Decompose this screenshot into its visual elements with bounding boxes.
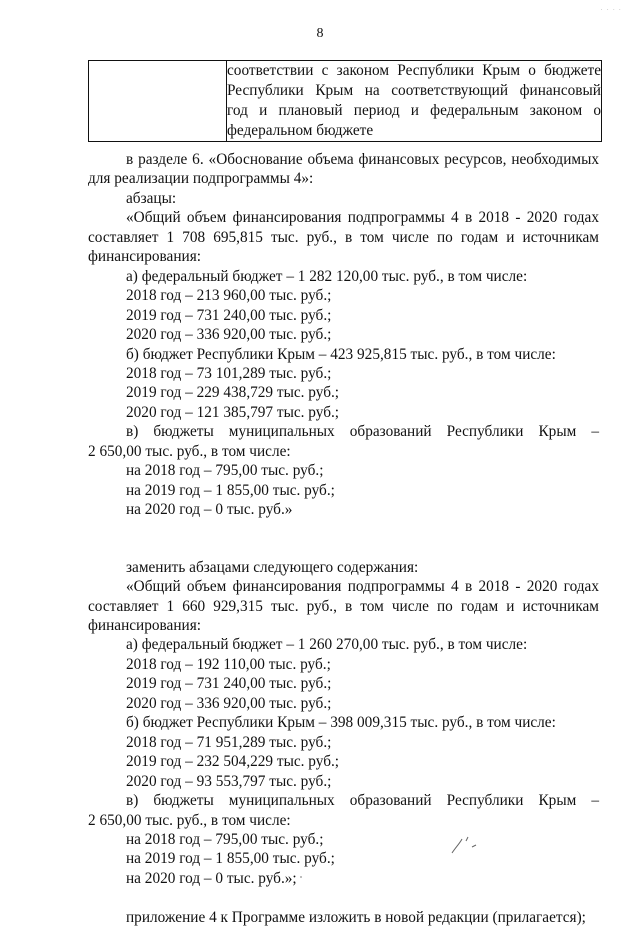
new-regional-year: 2020 год – 93 553,797 тыс. руб.; <box>126 772 332 790</box>
new-regional-year: 2018 год – 71 951,289 тыс. руб.; <box>126 733 332 751</box>
continuation-table <box>88 60 602 142</box>
replace-label: заменить абзацами следующего содержания: <box>126 558 419 576</box>
new-municipal-year: на 2019 год – 1 855,00 тыс. руб.; <box>126 850 335 868</box>
old-federal-year: 2020 год – 336 920,00 тыс. руб.; <box>126 326 332 344</box>
old-regional-year: 2018 год – 73 101,289 тыс. руб.; <box>126 364 332 382</box>
new-regional-year: 2019 год – 232 504,229 тыс. руб.; <box>126 753 340 771</box>
new-federal-year: 2018 год – 192 110,00 тыс. руб.; <box>126 655 331 673</box>
old-total-line: финансирования: <box>88 248 202 266</box>
scan-dot <box>300 876 302 878</box>
new-municipal-budget-cont: 2 650,00 тыс. руб., в том числе: <box>88 811 291 829</box>
new-federal-year: 2019 год – 731 240,00 тыс. руб.; <box>126 675 332 693</box>
table-line: Республики Крым на соответствующий финансовый <box>227 82 601 99</box>
old-federal-budget: а) федеральный бюджет – 1 282 120,00 тыс. руб., в том числе: <box>126 267 528 285</box>
old-municipal-year: на 2019 год – 1 855,00 тыс. руб.; <box>126 481 335 499</box>
table-line: соответствии с законом Республики Крым о бюджете <box>227 62 601 79</box>
new-total-line: составляет 1 660 929,315 тыс. руб., в том числе по годам и источникам <box>88 597 599 615</box>
new-regional-budget: б) бюджет Республики Крым – 398 009,315 тыс. руб., в том числе: <box>126 714 556 732</box>
old-federal-year: 2019 год – 731 240,00 тыс. руб.; <box>126 306 332 324</box>
corner-scan-mark: · · · · <box>600 6 622 14</box>
document-body <box>88 150 599 928</box>
old-total-line: составляет 1 708 695,815 тыс. руб., в том числе по годам и источникам <box>88 228 599 246</box>
appendix-instruction: приложение 4 к Программе изложить в новой редакции (прилагается); <box>126 909 586 927</box>
section-intro-cont: для реализации подпрограммы 4»: <box>88 170 314 188</box>
new-total-line: финансирования: <box>88 616 202 634</box>
paragraphs-label: абзацы: <box>126 189 177 207</box>
new-federal-budget: а) федеральный бюджет – 1 260 270,00 тыс. руб., в том числе: <box>126 636 528 654</box>
old-municipal-year: на 2020 год – 0 тыс. руб.» <box>126 501 293 519</box>
page-number: 8 <box>316 26 324 41</box>
table-line: федеральном бюджете <box>227 122 374 139</box>
new-federal-year: 2020 год – 336 920,00 тыс. руб.; <box>126 694 332 712</box>
table-empty-cell <box>89 61 227 142</box>
signature-mark-icon <box>448 833 484 857</box>
new-total-line: «Общий объем финансирования подпрограммы 4 в 2018 - 2020 годах <box>126 578 599 596</box>
old-regional-budget: б) бюджет Республики Крым – 423 925,815 тыс. руб., в том числе: <box>126 345 556 363</box>
new-municipal-budget: в) бюджеты муниципальных образований Республики Крым – <box>126 792 599 810</box>
table-text-cell <box>227 61 602 142</box>
old-municipal-budget-cont: 2 650,00 тыс. руб., в том числе: <box>88 442 291 460</box>
new-municipal-year: на 2018 год – 795,00 тыс. руб.; <box>126 830 324 848</box>
old-municipal-budget: в) бюджеты муниципальных образований Республики Крым – <box>126 423 599 441</box>
new-municipal-year: на 2020 год – 0 тыс. руб.»; <box>126 869 297 887</box>
section-intro: в разделе 6. «Обоснование объема финансовых ресурсов, необходимых <box>126 151 599 168</box>
old-regional-year: 2020 год – 121 385,797 тыс. руб.; <box>126 403 340 421</box>
old-regional-year: 2019 год – 229 438,729 тыс. руб.; <box>126 384 340 402</box>
table-line: год и плановый период и федеральным законом о <box>227 102 601 119</box>
old-federal-year: 2018 год – 213 960,00 тыс. руб.; <box>126 287 332 305</box>
old-total-line: «Общий объем финансирования подпрограммы 4 в 2018 - 2020 годах <box>126 209 599 227</box>
old-municipal-year: на 2018 год – 795,00 тыс. руб.; <box>126 462 324 480</box>
